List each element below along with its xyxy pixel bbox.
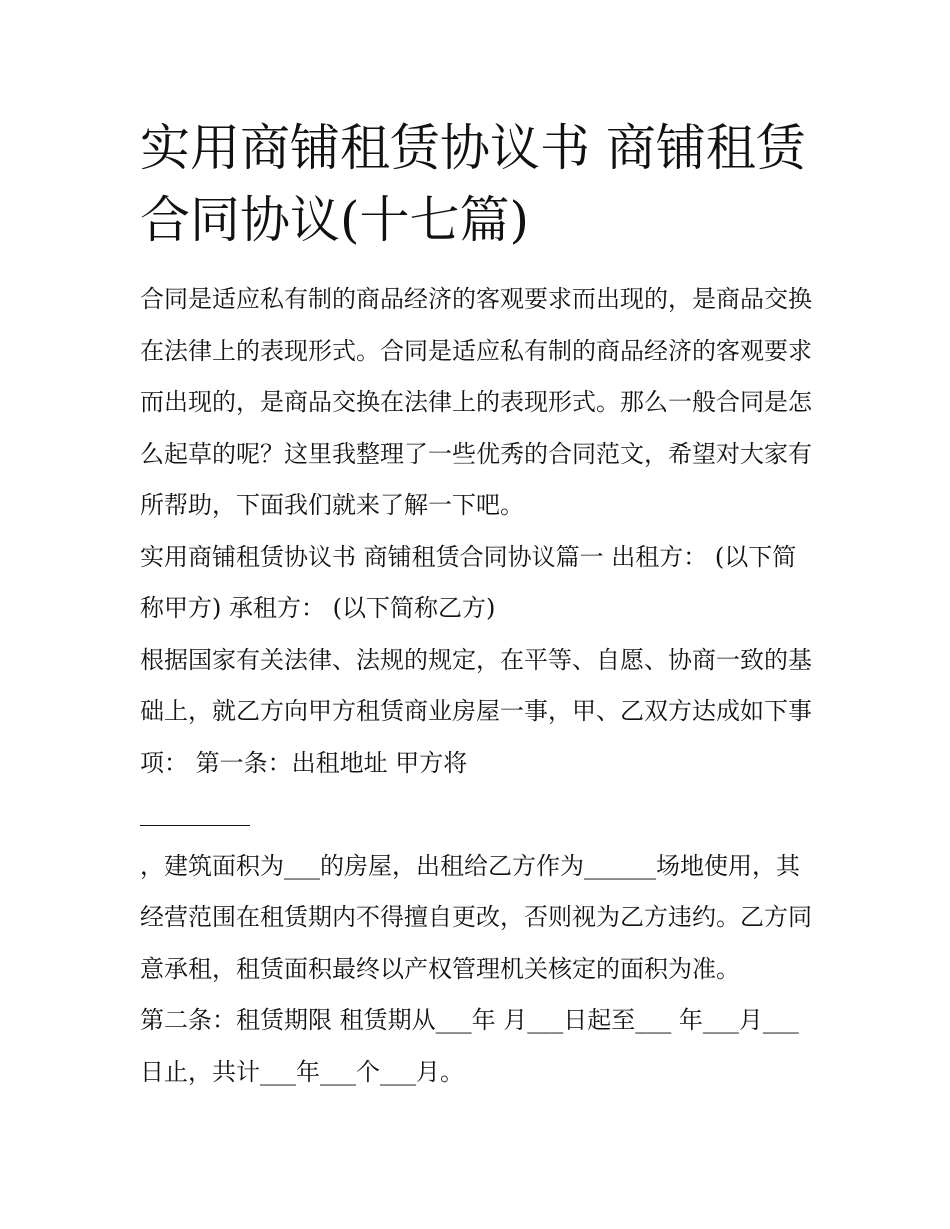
- title-line-1: 实用商铺租赁协议书 商铺租赁: [140, 119, 806, 177]
- document-body: [140, 274, 820, 1098]
- document-title: [140, 112, 840, 256]
- intro-paragraph: 合同是适应私有制的商品经济的客观要求而出现的，是商品交换在法律上的表现形式。合同是适应私有制的商品经济的客观要求而出现的，是商品交换在法律上的表现形式。那么一般合同是怎么起草的呢？这里我整理了一些优秀的合同范文，希望对大家有所帮助，下面我们就来了解一下吧。: [140, 285, 812, 519]
- address-blank-line: [140, 789, 820, 841]
- article-2-paragraph: 第二条：租赁期限 租赁期从___年 月___日起至___ 年___月___日止，共计___年___个___月。: [140, 1006, 799, 1086]
- blank-underline: [140, 825, 250, 826]
- section-heading-paragraph: 实用商铺租赁协议书 商铺租赁合同协议篇一 出租方： (以下简称甲方) 承租方： (以下简称乙方): [140, 542, 797, 622]
- article-1-paragraph: ，建筑面积为___的房屋，出租给乙方作为______场地使用，其经营范围在租赁期内不得擅自更改，否则视为乙方违约。乙方同意承租，租赁面积最终以产权管理机关核定的面积为准。: [140, 851, 812, 983]
- title-line-2: 合同协议(十七篇): [140, 191, 530, 249]
- basis-paragraph: 根据国家有关法律、法规的规定，在平等、自愿、协商一致的基础上，就乙方向甲方租赁商业房屋一事，甲、乙双方达成如下事项： 第一条：出租地址 甲方将: [140, 645, 812, 777]
